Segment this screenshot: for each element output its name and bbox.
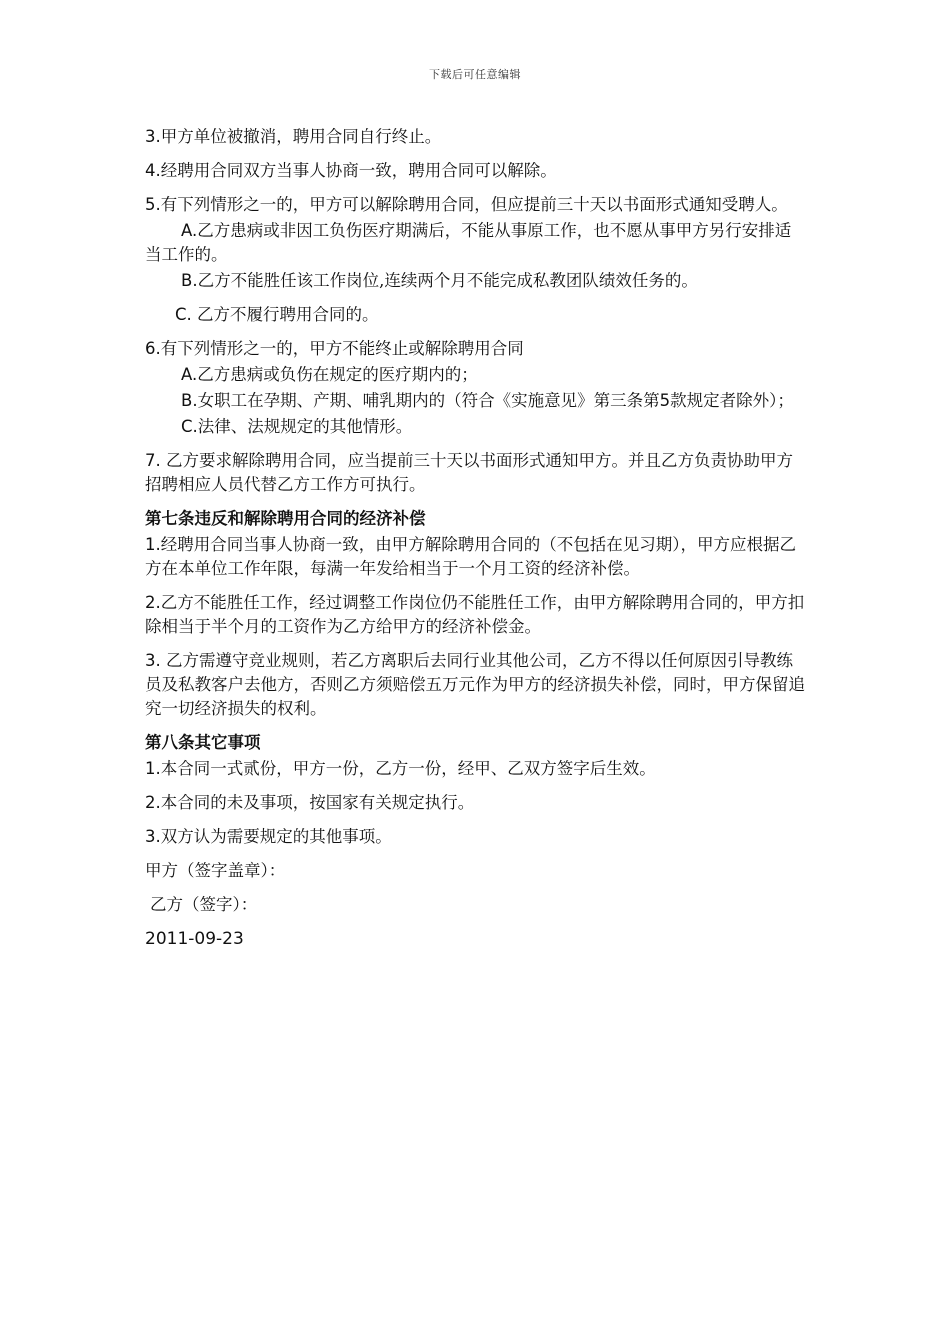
- section-7-clause-2: 2.乙方不能胜任工作，经过调整工作岗位仍不能胜任工作，由甲方解除聘用合同的，甲方扣除相当于半个月的工资作为乙方给甲方的经济补偿金。: [145, 593, 805, 636]
- clause-6: 6.有下列情形之一的，甲方不能终止或解除聘用合同: [145, 339, 524, 358]
- party-b-signature-line: 乙方（签字）：: [150, 895, 258, 914]
- clause-5-item-b: B.乙方不能胜任该工作岗位,连续两个月不能完成私教团队绩效任务的。: [181, 271, 698, 290]
- section-8-clause-3: 3.双方认为需要规定的其他事项。: [145, 827, 392, 846]
- clause-5-item-c: C. 乙方不履行聘用合同的。: [175, 305, 379, 324]
- section-8-heading: 第八条其它事项: [145, 733, 261, 752]
- clause-4: 4.经聘用合同双方当事人协商一致，聘用合同可以解除。: [145, 161, 557, 180]
- clause-6-item-a: A.乙方患病或负伤在规定的医疗期内的；: [181, 365, 478, 384]
- clause-5: 5.有下列情形之一的，甲方可以解除聘用合同，但应提前三十天以书面形式通知受聘人。: [145, 195, 788, 214]
- section-7-heading: 第七条违反和解除聘用合同的经济补偿: [145, 509, 426, 528]
- clause-7: 7. 乙方要求解除聘用合同，应当提前三十天以书面形式通知甲方。并且乙方负责协助甲方招聘相应人员代替乙方工作方可执行。: [145, 451, 793, 494]
- clause-5-item-a: A.乙方患病或非因工负伤医疗期满后，不能从事原工作，也不愿从事甲方另行安排适当工作的。: [145, 221, 792, 264]
- section-7-clause-1: 1.经聘用合同当事人协商一致，由甲方解除聘用合同的（不包括在见习期），甲方应根据乙方在本单位工作年限，每满一年发给相当于一个月工资的经济补偿。: [145, 535, 796, 578]
- clause-6-item-c: C.法律、法规规定的其他情形。: [181, 417, 413, 436]
- section-8-clause-1: 1.本合同一式贰份，甲方一份，乙方一份，经甲、乙双方签字后生效。: [145, 759, 656, 778]
- header-note: 下载后可任意编辑: [429, 68, 521, 81]
- section-8-clause-2: 2.本合同的未及事项，按国家有关规定执行。: [145, 793, 475, 812]
- section-7-clause-3: 3. 乙方需遵守竞业规则，若乙方离职后去同行业其他公司，乙方不得以任何原因引导教练员及私教客户去他方，否则乙方须赔偿五万元作为甲方的经济损失补偿，同时，甲方保留追究一切经济损失的权利。: [145, 651, 805, 718]
- clause-6-item-b: B.女职工在孕期、产期、哺乳期内的（符合《实施意见》第三条第5款规定者除外）；: [181, 391, 794, 410]
- party-a-signature-line: 甲方（签字盖章）：: [145, 861, 286, 880]
- document-body: [145, 125, 805, 968]
- clause-3: 3.甲方单位被撤消，聘用合同自行终止。: [145, 127, 442, 146]
- signing-date: 2011-09-23: [145, 929, 244, 949]
